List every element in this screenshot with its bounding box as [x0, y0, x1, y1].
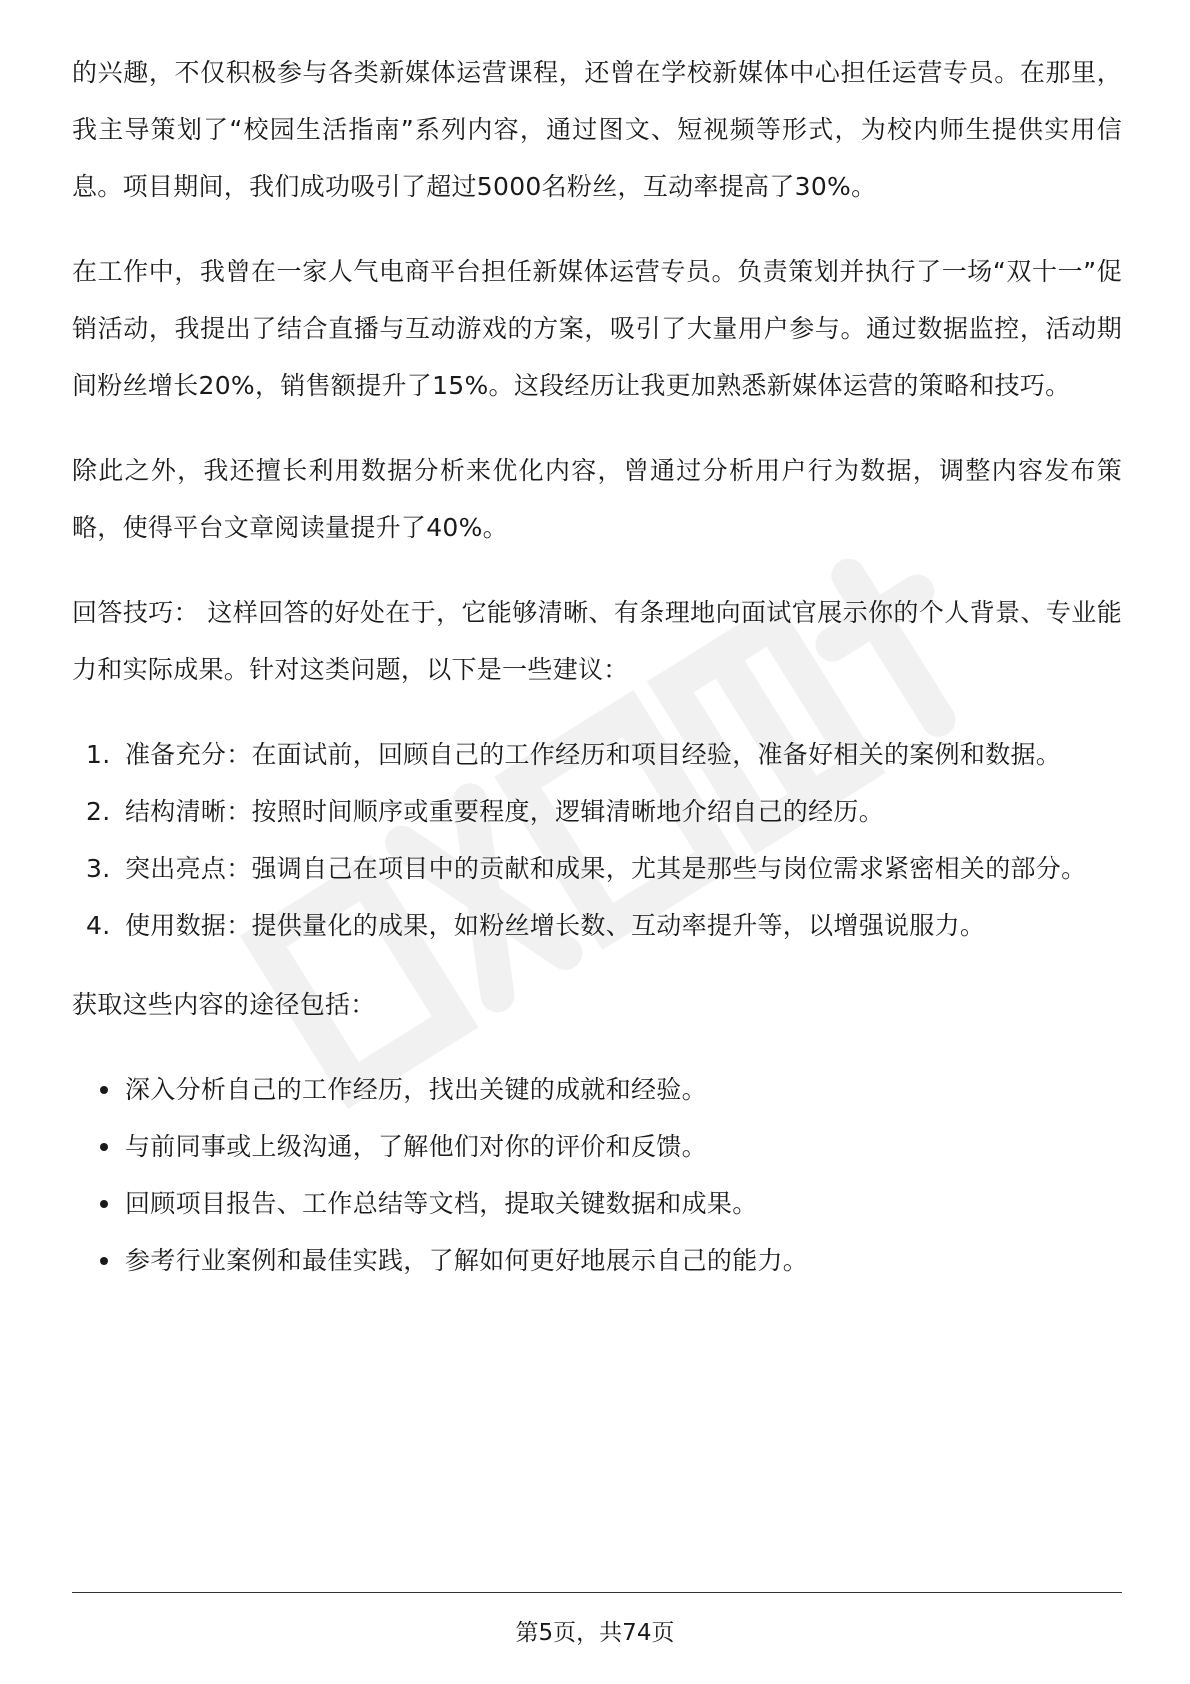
- sources-list: [72, 1061, 1122, 1289]
- paragraph-intro: 的兴趣，不仅积极参与各类新媒体运营课程，还曾在学校新媒体中心担任运营专员。在那里，我主导策划了“校园生活指南”系列内容，通过图文、短视频等形式，为校内师生提供实用信息。项目期间，我们成功吸引了超过5000名粉丝，互动率提高了30%。: [72, 58, 1122, 201]
- list-item-text: 深入分析自己的工作经历，找出关键的成就和经验。: [125, 1075, 707, 1104]
- bullet-icon: [100, 1143, 108, 1151]
- list-item: [72, 726, 1122, 783]
- list-item: [72, 840, 1122, 897]
- bullet-icon: [100, 1200, 108, 1208]
- list-item-text: 准备充分：在面试前，回顾自己的工作经历和项目经验，准备好相关的案例和数据。: [125, 740, 1062, 769]
- list-number: 3.: [86, 854, 111, 883]
- page-number: 第5页，共74页: [515, 1620, 675, 1646]
- list-number: 1.: [86, 740, 111, 769]
- main-content: [72, 44, 1122, 1289]
- bullet-icon: [100, 1257, 108, 1265]
- list-number: 4.: [86, 911, 111, 940]
- tips-list: [72, 726, 1122, 954]
- sources-heading: 获取这些内容的途径包括：: [72, 990, 376, 1019]
- list-item: [72, 1118, 1122, 1175]
- paragraph-work: 在工作中，我曾在一家人气电商平台担任新媒体运营专员。负责策划并执行了一场“双十一”促销活动，我提出了结合直播与互动游戏的方案，吸引了大量用户参与。通过数据监控，活动期间粉丝增长20%，销售额提升了15%。这段经历让我更加熟悉新媒体运营的策略和技巧。: [72, 257, 1122, 400]
- list-item-text: 使用数据：提供量化的成果，如粉丝增长数、互动率提升等，以增强说服力。: [125, 911, 986, 940]
- paragraph-answer-tips: 回答技巧： 这样回答的好处在于，它能够清晰、有条理地向面试官展示你的个人背景、专业能力和实际成果。针对这类问题，以下是一些建议：: [72, 598, 1122, 684]
- list-item-text: 突出亮点：强调自己在项目中的贡献和成果，尤其是那些与岗位需求紧密相关的部分。: [125, 854, 1087, 883]
- list-item-text: 参考行业案例和最佳实践，了解如何更好地展示自己的能力。: [125, 1246, 809, 1275]
- list-item-text: 回顾项目报告、工作总结等文档，提取关键数据和成果。: [125, 1189, 758, 1218]
- list-item-text: 结构清晰：按照时间顺序或重要程度，逻辑清晰地介绍自己的经历。: [125, 797, 885, 826]
- list-item-text: 与前同事或上级沟通，了解他们对你的评价和反馈。: [125, 1132, 707, 1161]
- list-item: [72, 1232, 1122, 1289]
- bullet-icon: [100, 1086, 108, 1094]
- footer-divider: [72, 1592, 1122, 1593]
- list-item: [72, 1061, 1122, 1118]
- list-item: [72, 1175, 1122, 1232]
- list-number: 2.: [86, 797, 111, 826]
- list-item: [72, 783, 1122, 840]
- paragraph-data: 除此之外，我还擅长利用数据分析来优化内容，曾通过分析用户行为数据，调整内容发布策略，使得平台文章阅读量提升了40%。: [72, 456, 1122, 542]
- list-item: [72, 897, 1122, 954]
